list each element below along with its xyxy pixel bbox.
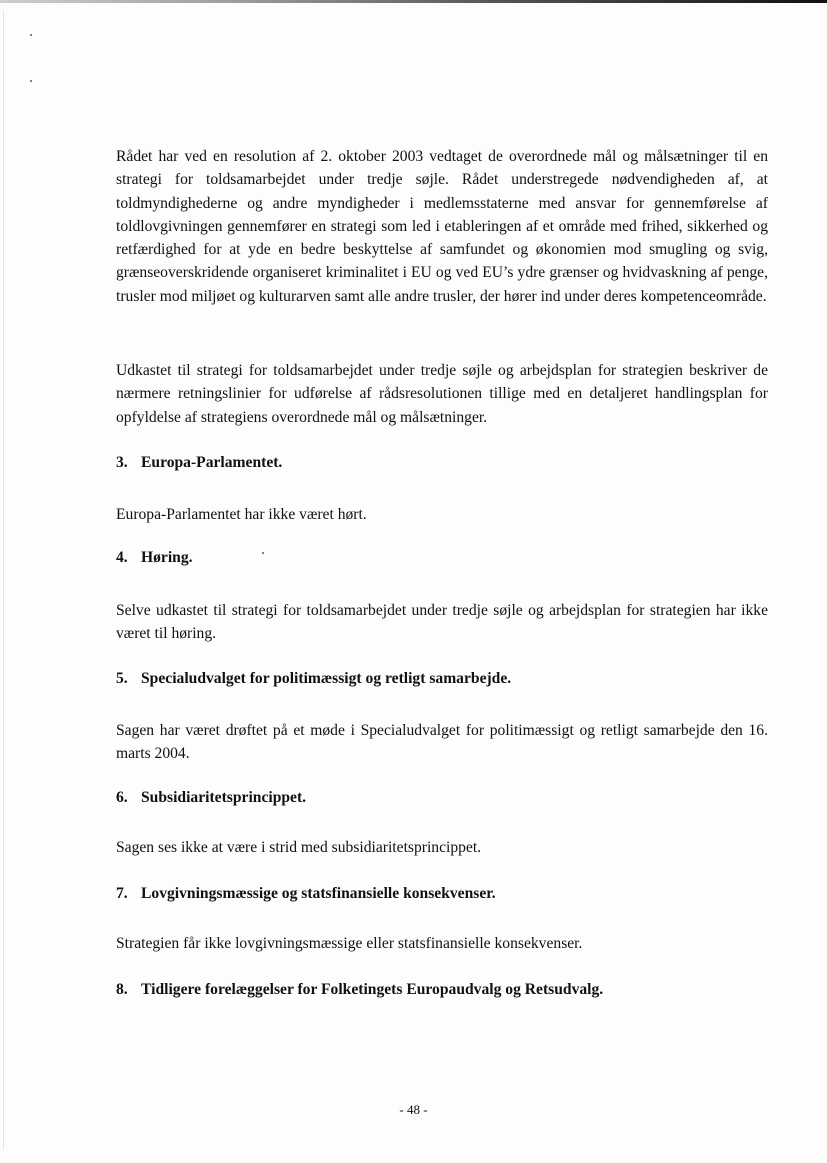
- section-6-heading: [116, 787, 768, 809]
- scan-left-edge: [3, 10, 4, 1150]
- section-number: 4.: [116, 549, 128, 566]
- section-5-text: [116, 719, 768, 766]
- section-title: Subsidiaritetsprincippet.: [141, 789, 307, 806]
- paragraph-strategy-resolution: [116, 145, 768, 308]
- section-number: 3.: [116, 454, 128, 471]
- section-number: 8.: [116, 981, 128, 998]
- section-3-text: [116, 503, 768, 526]
- paragraph-text: Rådet har ved en resolution af 2. oktober 2003 vedtaget de overordnede mål og målsætninger til en strategi for toldsamarbejdet under tredje søjle. Rådet understregede nødvendigheden af, at toldmyndighederne og andre myndigheder i medlemsstaterne med ansvar for gennemførelse af toldlovgivningen gennemfører en strategi som led i etableringen af et område med frihed, sikkerhed og retfærdighed for at yde en bedre beskyttelse af samfundet og økonomien mod smugling og svig, grænseoverskridende organiseret kriminalitet i EU og ved EU’s ydre grænser og hvidvaskning af penge, trusler mod miljøet og kulturarven samt alle andre trusler, der hører ind under deres kompetenceområde.: [116, 148, 768, 305]
- section-8-heading: [116, 979, 768, 1001]
- section-3-heading: [116, 452, 768, 474]
- section-5-heading: [116, 668, 768, 690]
- section-text: Sagen ses ikke at være i strid med subsidiaritetsprincippet.: [116, 839, 482, 856]
- section-number: 7.: [116, 885, 128, 902]
- scan-speck: [30, 34, 32, 36]
- top-rule: [0, 0, 827, 3]
- scan-speck: [30, 80, 32, 82]
- section-number: 5.: [116, 670, 128, 687]
- section-text: Selve udkastet til strategi for toldsamarbejdet under tredje søjle og arbejdsplan for strategien har ikke været til høring.: [116, 602, 768, 643]
- section-6-text: [116, 836, 768, 859]
- section-title: Specialudvalget for politimæssigt og retligt samarbejde.: [141, 670, 512, 687]
- section-number: 6.: [116, 789, 128, 806]
- section-4-heading: [116, 547, 768, 569]
- section-title: Høring.: [141, 549, 193, 566]
- paragraph-text: Udkastet til strategi for toldsamarbejdet under tredje søjle og arbejdsplan for strategien beskriver de nærmere retningslinier for udførelse af rådsresolutionen tillige med en detaljeret handlingsplan for opfyldelse af strategiens overordnede mål og målsætninger.: [116, 362, 768, 426]
- section-text: Europa-Parlamentet har ikke været hørt.: [116, 506, 367, 523]
- section-7-text: [116, 932, 768, 955]
- section-text: Sagen har været drøftet på et møde i Specialudvalget for politimæssigt og retligt samarbejde den 16. marts 2004.: [116, 722, 768, 763]
- section-text: Strategien får ikke lovgivningsmæssige eller statsfinansielle konsekvenser.: [116, 935, 583, 952]
- section-7-heading: [116, 883, 768, 905]
- section-title: Europa-Parlamentet.: [141, 454, 283, 471]
- paragraph-strategy-draft: [116, 359, 768, 429]
- page-number: - 48 -: [399, 1102, 428, 1117]
- section-4-text: [116, 599, 768, 646]
- section-title: Tidligere forelæggelser for Folketingets Europaudvalg og Retsudvalg.: [141, 981, 604, 998]
- section-title: Lovgivningsmæssige og statsfinansielle konsekvenser.: [141, 885, 496, 902]
